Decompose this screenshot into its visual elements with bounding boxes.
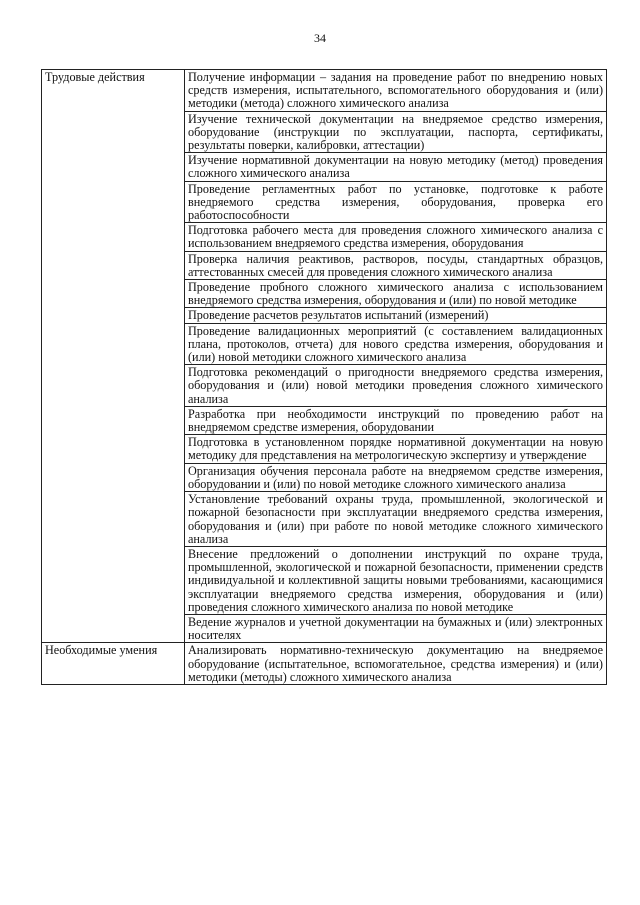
table-cell: Проверка наличия реактивов, растворов, посуды, стандартных образцов, аттестованных смесей для проведения сложного химического анализа (185, 251, 607, 279)
table-cell: Изучение нормативной документации на новую методику (метод) проведения сложного химического анализа (185, 153, 607, 181)
page-number: 34 (314, 31, 326, 45)
table-cell: Проведение валидационных мероприятий (с составлением валидационных плана, протоколов, отчета) для нового средства измерения, оборудования и (или) новой методики сложного химического анализа (185, 323, 607, 365)
table-cell: Проведение расчетов результатов испытаний (измерений) (185, 308, 607, 323)
table-cell: Ведение журналов и учетной документации на бумажных и (или) электронных носителях (185, 614, 607, 642)
table-body (42, 70, 607, 685)
table-cell: Получение информации – задания на проведение работ по внедрению новых средств измерения, испытательного, вспомогательного оборудования и (или) методики (метода) сложного химического анализа (185, 70, 607, 112)
table-cell: Анализировать нормативно-техническую документацию на внедряемое оборудование (испытательное, вспомогательное, средства измерения) и (или) методики (методы) сложного химического анализа (185, 643, 607, 685)
table-row (42, 70, 607, 112)
table-cell: Проведение пробного сложного химического анализа с использованием внедряемого средства измерения, оборудования и (или) по новой методике (185, 280, 607, 308)
qualification-table (41, 69, 607, 685)
table-cell: Организация обучения персонала работе на внедряемом средстве измерения, оборудовании и (или) по новой методике сложного химического анализа (185, 463, 607, 491)
table-row (42, 643, 607, 685)
table-cell: Подготовка рабочего места для проведения сложного химического анализа с использованием внедряемого средства измерения, оборудования (185, 223, 607, 251)
row-label: Трудовые действия (42, 70, 185, 643)
table-cell: Разработка при необходимости инструкций по проведению работ на внедряемом средстве измерения, оборудовании (185, 406, 607, 434)
table-cell: Подготовка в установленном порядке нормативной документации на новую методику для представления на метрологическую экспертизу и утверждение (185, 435, 607, 463)
table-cell: Подготовка рекомендаций о пригодности внедряемого средства измерения, оборудования и (или) новой методики проведения сложного химического анализа (185, 365, 607, 407)
table-cell: Внесение предложений о дополнении инструкций по охране труда, промышленной, экологической и пожарной безопасности, применении средств индивидуальной и коллективной защиты новыми требованиями, касающимися эксплуатации внедряемого средства измерения, оборудования и (или) проведения сложного химического анализа по новой методике (185, 546, 607, 614)
table-cell: Проведение регламентных работ по установке, подготовке к работе внедряемого средства измерения, оборудования, проверка его работоспособности (185, 181, 607, 223)
row-label: Необходимые умения (42, 643, 185, 685)
table-cell: Установление требований охраны труда, промышленной, экологической и пожарной безопасности при эксплуатации внедряемого средства измерения, оборудования и (или) при работе по новой методике сложного химического анализа (185, 492, 607, 547)
table-cell: Изучение технической документации на внедряемое средство измерения, оборудование (инструкции по эксплуатации, паспорта, сертификаты, результаты поверки, калибровки, аттестации) (185, 111, 607, 153)
